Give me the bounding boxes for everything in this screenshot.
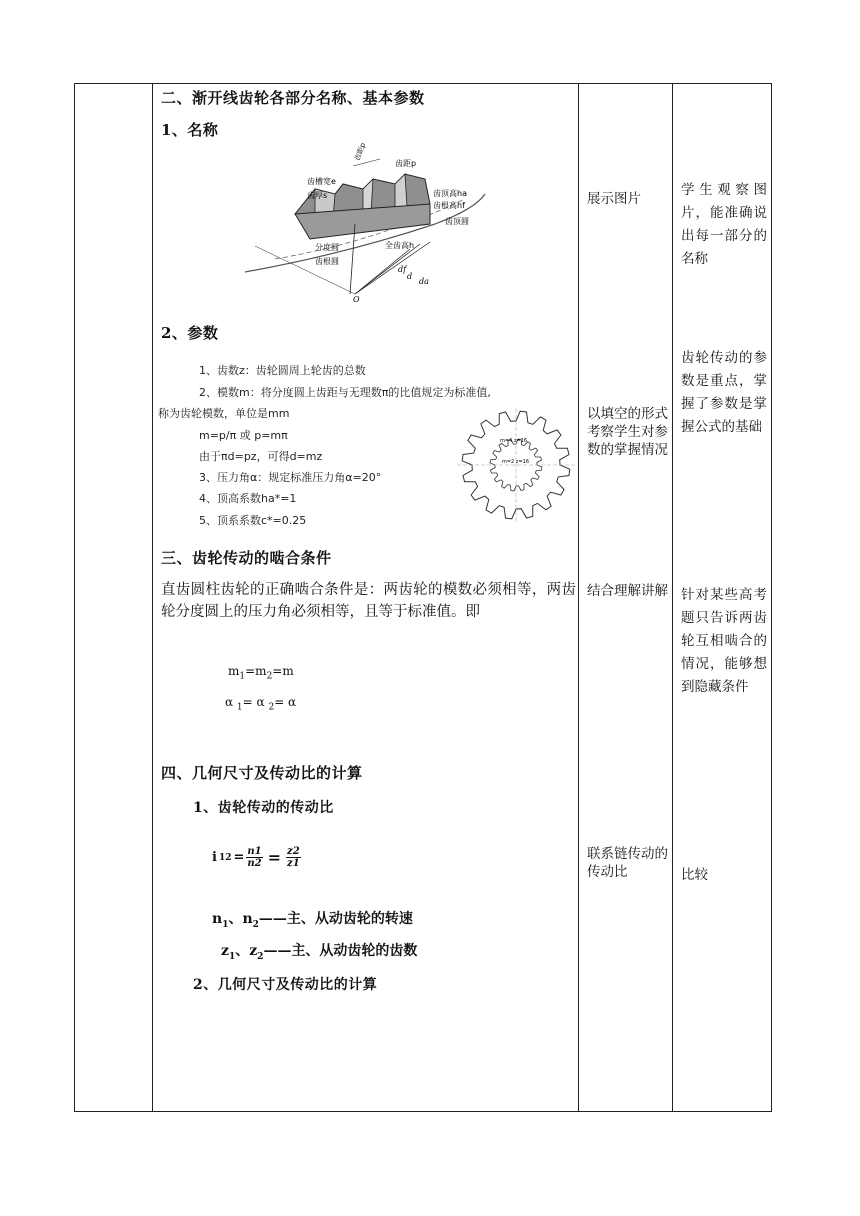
diagram-label-da: da: [419, 277, 429, 286]
lesson-table: [74, 83, 772, 1112]
fraction-n1: n1: [247, 846, 262, 857]
line-n-speed: $n_1$、$n_2——$主、从动齿轮的转速: [212, 911, 413, 930]
formula-eq-2: =: [267, 848, 282, 867]
fraction-n1-n2: [246, 846, 262, 869]
param-line: 由于πd=pz，可得d=mz: [199, 450, 323, 463]
diagram-label-tooth-space: 齿槽宽e: [307, 177, 336, 186]
fraction-z2-z1: [286, 846, 301, 869]
param-line: m=p/π 或 p=mπ: [199, 429, 288, 442]
diagram-label-pitch-circle: 分度圆: [315, 243, 339, 252]
section4-sub-ratio: 1、齿轮传动的传动比: [193, 800, 334, 816]
diagram-label-pitch: 齿距p: [395, 159, 417, 168]
gear-parts-diagram: [235, 141, 495, 304]
section4-note: 比较: [681, 867, 708, 883]
diagram-label-tip-circle: 齿顶圆: [445, 217, 469, 226]
section2-note-a: 学生观察图片，能准确说出每一部分的名称: [681, 182, 767, 267]
diagram-label-df: df: [398, 265, 407, 274]
section2-method-a: 展示图片: [587, 191, 641, 207]
gear-comparison-drawing: [457, 409, 575, 521]
section2-method-b: 以填空的形式考察学生对参数的掌握情况: [587, 406, 668, 458]
diagram-label-tooth-thickness: 齿厚s: [307, 191, 328, 200]
diagram-label-whole-depth: 全齿高h: [385, 241, 415, 250]
param-line: 5、顶系系数c*=0.25: [199, 514, 307, 527]
fraction-n2: n2: [247, 858, 262, 869]
column-divider-1: [152, 84, 153, 1111]
param-line: 1、齿数z：齿轮圆周上轮齿的总数: [199, 364, 366, 377]
section4-method: 联系链传动的传动比: [587, 846, 668, 880]
diagram-label-addendum: 齿顶高ha: [433, 189, 467, 198]
section3-heading: 三、齿轮传动的啮合条件: [161, 549, 332, 567]
diagram-label-root-circle: 齿根圆: [315, 257, 339, 266]
param-line: 2、模数m：将分度圆上齿距与无理数π的比值规定为标准值,: [199, 386, 491, 399]
gear-label-inner: m=2 z=16: [502, 459, 530, 465]
formula-lhs: i: [212, 850, 217, 865]
section2-note-b: 齿轮传动的参数是重点，掌握了参数是掌握公式的基础: [681, 350, 767, 435]
diagram-label-o: O: [353, 295, 360, 304]
column-divider-2: [578, 84, 579, 1111]
diagram-label-dedendum: 齿根高hf: [433, 201, 465, 210]
section3-text: 直齿圆柱齿轮的正确啮合条件是：两齿轮的模数必须相等，两齿轮分度圆上的压力角必须相等，且等于标准值。即: [161, 582, 576, 620]
section4-heading: 四、几何尺寸及传动比的计算: [161, 764, 363, 782]
section3-note: 针对某些高考题只告诉两齿轮互相啮合的情况，能够想到隐藏条件: [681, 587, 767, 695]
formula-eq-1: =: [233, 850, 245, 865]
section2-heading: 二、渐开线齿轮各部分名称、基本参数: [161, 89, 425, 107]
ratio-formula: [212, 846, 301, 869]
diagram-label-pitch-arc: 齿距p: [353, 141, 368, 162]
gear-label-outer: m=4 z=16: [500, 438, 528, 444]
line-z-teeth: $z_1$、$z_2——$主、从动齿轮的齿数: [221, 943, 418, 962]
section3-method: 结合理解讲解: [587, 583, 668, 599]
param-line: 4、顶高系数ha*=1: [199, 492, 297, 505]
param-line: 称为齿轮模数，单位是mm: [158, 407, 290, 420]
fraction-z2: z2: [287, 846, 300, 857]
section4-sub-geometry: 2、几何尺寸及传动比的计算: [193, 977, 378, 993]
diagram-label-d: d: [407, 272, 413, 281]
section3-eq2: α $_1$= α $_2$= α: [225, 695, 297, 713]
param-line: 3、压力角α：规定标准压力角α=20°: [199, 471, 382, 484]
formula-sub: 12: [218, 852, 232, 863]
fraction-z1: z1: [287, 858, 300, 869]
section3-eq1: $m_1=m_2=m$: [228, 664, 294, 682]
section2-sub-names: 1、名称: [161, 121, 219, 139]
column-divider-3: [672, 84, 673, 1111]
section2-sub-params: 2、参数: [161, 324, 219, 342]
